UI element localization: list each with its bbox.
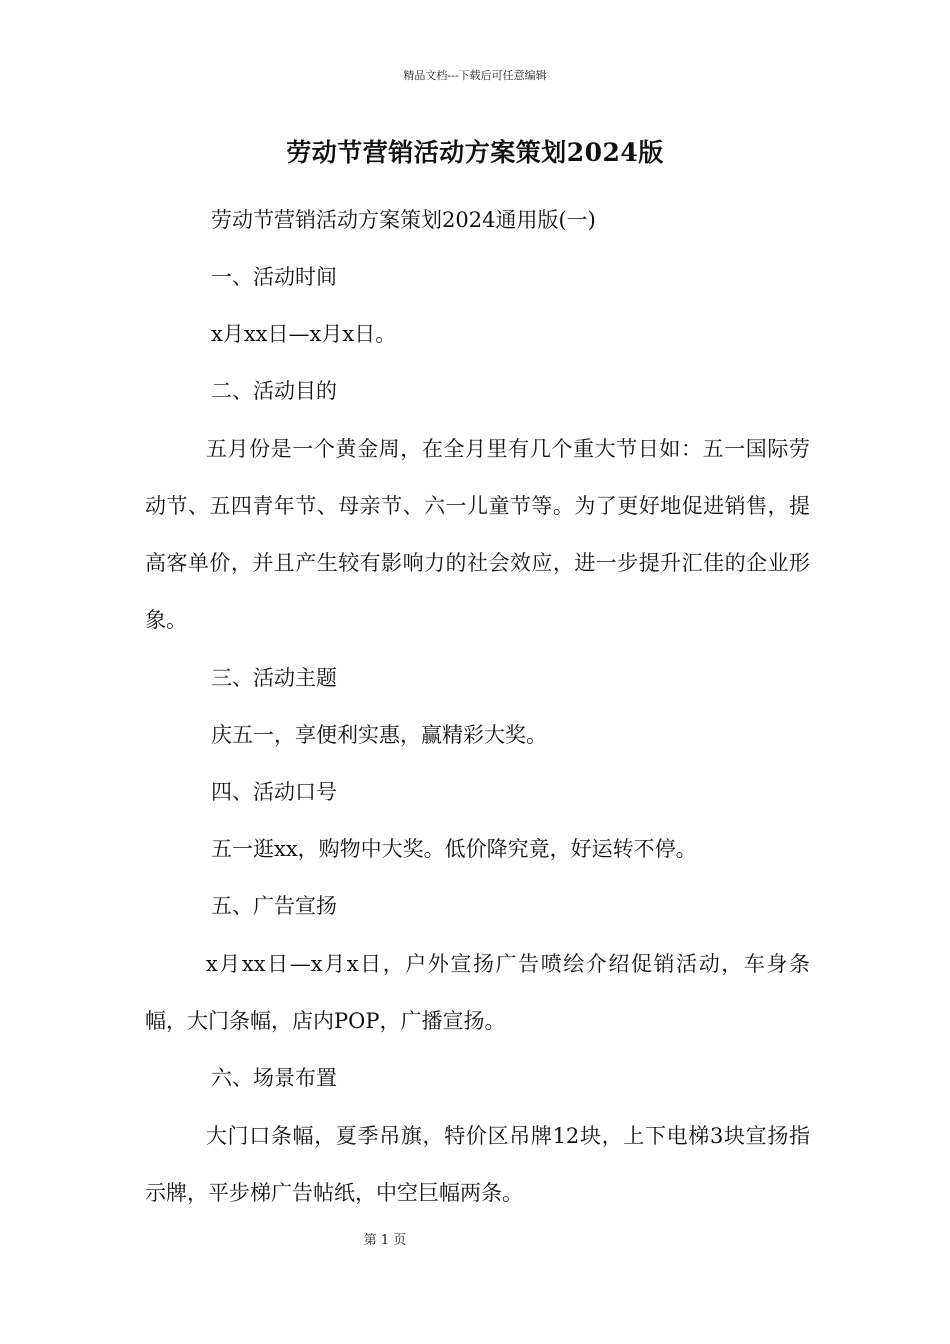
section-paragraph-advertising: x月xx日—x月x日，户外宣扬广告喷绘介绍促销活动，车身条幅，大门条幅，店内POP，广播宣扬。 [145, 952, 810, 1033]
section-heading-advertising: 五、广告宣扬 [211, 894, 337, 918]
section-heading-time: 一、活动时间 [211, 265, 337, 289]
page-number: 第 1 页 [363, 1233, 407, 1248]
section-text-time: x月xx日—x月x日。 [211, 322, 397, 346]
section-heading-slogan: 四、活动口号 [211, 780, 337, 804]
section-heading-purpose: 二、活动目的 [211, 379, 337, 403]
section-paragraph-purpose: 五月份是一个黄金周，在全月里有几个重大节日如：五一国际劳动节、五四青年节、母亲节、六一儿童节等。为了更好地促进销售，提高客单价，并且产生较有影响力的社会效应，进一步提升汇佳的企业形象。 [145, 437, 810, 632]
section-text-theme: 庆五一，享便利实惠，赢精彩大奖。 [211, 723, 547, 747]
document-title: 劳动节营销活动方案策划2024版 [286, 138, 664, 167]
page-header: 精品文档---下载后可任意编辑 [403, 69, 547, 82]
section-heading-layout: 六、场景布置 [211, 1066, 337, 1090]
section-paragraph-layout: 大门口条幅，夏季吊旗，特价区吊牌12块，上下电梯3块宣扬指示牌，平步梯广告帖纸，中空巨幅两条。 [145, 1124, 810, 1205]
subtitle: 劳动节营销活动方案策划2024通用版(一) [211, 208, 596, 232]
section-text-slogan: 五一逛xx，购物中大奖。低价降究竟，好运转不停。 [211, 837, 697, 861]
section-heading-theme: 三、活动主题 [211, 666, 337, 690]
